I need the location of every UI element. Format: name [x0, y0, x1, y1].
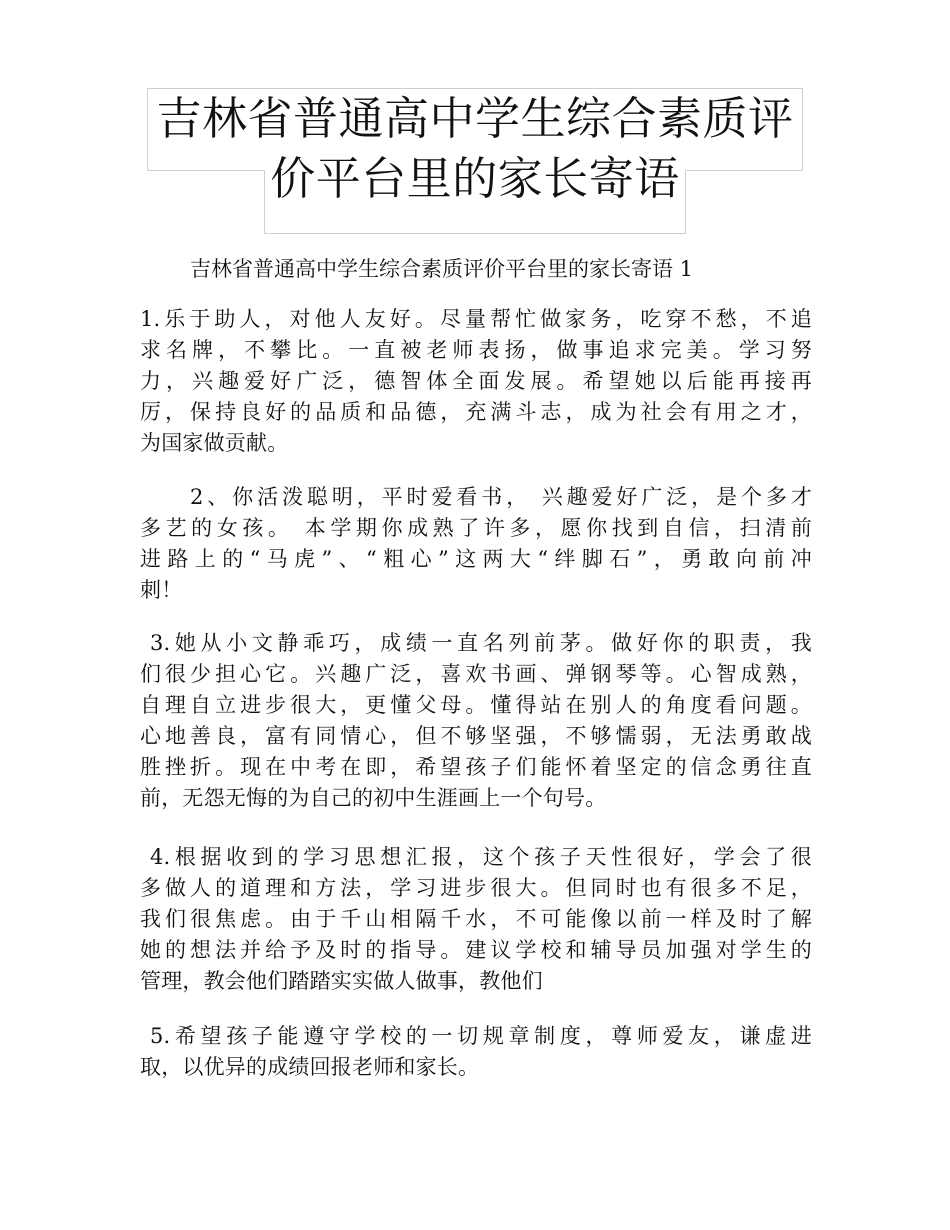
paragraph-line: 管理，教会他们踏踏实实做人做事，教他们	[140, 969, 543, 993]
paragraph-line: 自理自立进步很大，更懂父母。懂得站在别人的角度看问题。	[140, 693, 812, 717]
paragraph-line: 多做人的道理和方法，学习进步很大。但同时也有很多不足，	[140, 876, 812, 900]
document-title-line-2: 价平台里的家长寄语	[270, 152, 680, 205]
document-title-line-1: 吉林省普通高中学生综合素质评	[156, 92, 794, 145]
paragraph-line: 为国家做贡献。	[140, 431, 289, 455]
paragraph-4	[140, 842, 812, 997]
paragraph-line: 力，兴趣爱好广泛，德智体全面发展。希望她以后能再接再	[140, 369, 812, 393]
paragraph-line: 进路上的“马虎”、“粗心”这两大“绊脚石”，勇敢向前冲	[140, 547, 812, 571]
title-frame-top	[147, 88, 803, 89]
paragraph-5	[140, 1021, 812, 1083]
paragraph-line: 我们很焦虑。由于千山相隔千水，不可能像以前一样及时了解	[140, 907, 812, 931]
title-frame-bottom	[264, 233, 686, 234]
paragraph-line: 取，以优异的成绩回报老师和家长。	[140, 1055, 480, 1079]
paragraph-line: 前，无怨无悔的为自己的初中生涯画上一个句号。	[140, 786, 607, 810]
paragraph-line: 5.希望孩子能遵守学校的一切规章制度，尊师爱友，谦虚进	[150, 1024, 812, 1048]
paragraph-line: 2、你活泼聪明，平时爱看书， 兴趣爱好广泛，是个多才	[190, 485, 812, 509]
title-frame-mid-right	[685, 170, 803, 171]
paragraph-line: 心地善良，富有同情心，但不够坚强，不够懦弱，无法勇敢战	[140, 724, 812, 748]
paragraph-1	[140, 304, 812, 459]
paragraph-line: 厉，保持良好的品质和品德，充满斗志，成为社会有用之才，	[140, 400, 812, 424]
paragraph-line: 求名牌，不攀比。一直被老师表扬，做事追求完美。学习努	[140, 338, 812, 362]
paragraph-line: 1.乐于助人，对他人友好。尽量帮忙做家务，吃穿不愁，不追	[140, 307, 812, 331]
paragraph-line: 们很少担心它。兴趣广泛，喜欢书画、弹钢琴等。心智成熟，	[140, 662, 812, 686]
paragraph-line: 多艺的女孩。 本学期你成熟了许多，愿你找到自信，扫清前	[140, 516, 812, 540]
paragraph-line: 她的想法并给予及时的指导。建议学校和辅导员加强对学生的	[140, 938, 812, 962]
paragraph-line: 刺！	[140, 578, 183, 602]
paragraph-line: 胜挫折。现在中考在即，希望孩子们能怀着坚定的信念勇往直	[140, 755, 812, 779]
paragraph-line: 4.根据收到的学习思想汇报，这个孩子天性很好，学会了很	[150, 845, 812, 869]
paragraph-2	[140, 482, 812, 606]
paragraph-3	[140, 628, 812, 814]
paragraph-line: 3.她从小文静乖巧，成绩一直名列前茅。做好你的职责，我	[150, 631, 812, 655]
document-subtitle: 吉林省普通高中学生综合素质评价平台里的家长寄语 1	[190, 257, 694, 281]
title-frame-mid-left	[147, 170, 265, 171]
